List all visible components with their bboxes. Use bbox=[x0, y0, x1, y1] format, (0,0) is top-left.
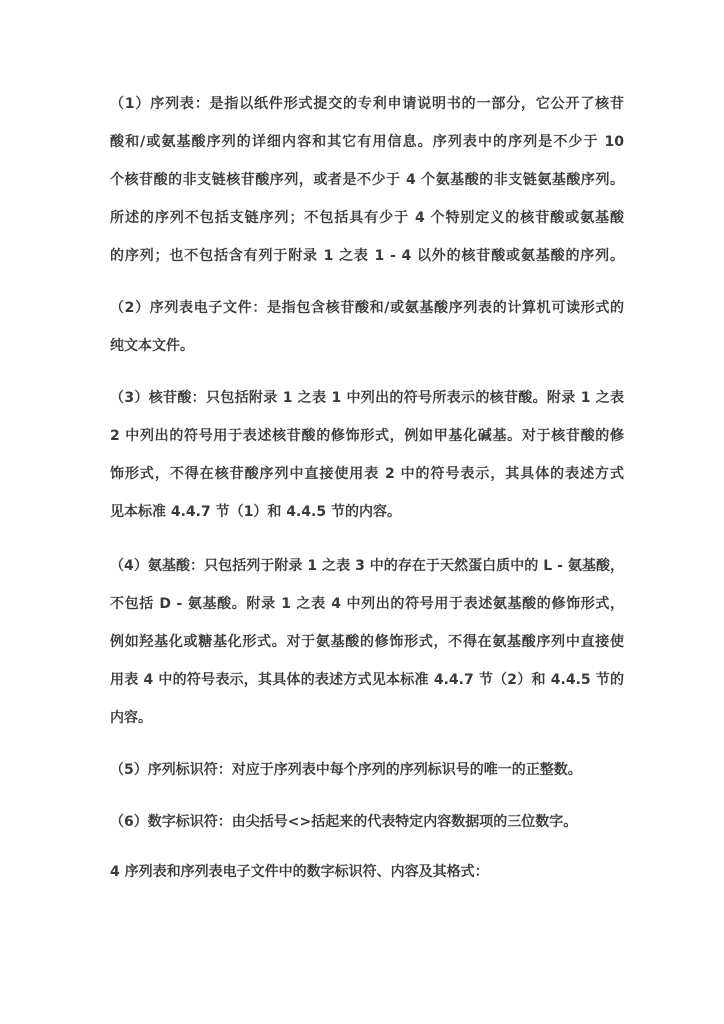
text-line: 内容。 bbox=[110, 710, 152, 726]
text-line: 见本标准 4.4.7 节（1）和 4.4.5 节的内容。 bbox=[110, 504, 401, 520]
text-line: 例如羟基化或糖基化形式。对于氨基酸的修饰形式，不得在氨基酸序列中直接使 bbox=[110, 634, 624, 650]
text-line: 4 序列表和序列表电子文件中的数字标识符、内容及其格式： bbox=[110, 864, 489, 880]
text-line: （4）氨基酸：只包括列于附录 1 之表 3 中的存在于天然蛋白质中的 L - 氨基酸， bbox=[110, 558, 624, 574]
text-line: （3）核苷酸：只包括附录 1 之表 1 中列出的符号所表示的核苷酸。附录 1 之表 bbox=[110, 390, 624, 406]
paragraph-amino-acid-definition bbox=[110, 556, 624, 746]
text-line: （2）序列表电子文件：是指包含核苷酸和/或氨基酸序列表的计算机可读形式的 bbox=[110, 300, 624, 316]
text-line: 2 中列出的符号用于表述核苷酸的修饰形式，例如甲基化碱基。对于核苷酸的修 bbox=[110, 428, 624, 444]
text-line: 的序列；也不包括含有列于附录 1 之表 1 - 4 以外的核苷酸或氨基酸的序列。 bbox=[110, 248, 624, 264]
paragraph-nucleotide-definition bbox=[110, 388, 624, 540]
paragraph-sequence-identifier-definition bbox=[110, 760, 624, 798]
text-line: 所述的序列不包括支链序列；不包括具有少于 4 个特别定义的核苷酸或氨基酸 bbox=[110, 210, 624, 226]
text-line: （1）序列表：是指以纸件形式提交的专利申请说明书的一部分，它公开了核苷 bbox=[110, 96, 624, 112]
paragraph-electronic-file-definition bbox=[110, 298, 624, 374]
text-line: 用表 4 中的符号表示，其具体的表述方式见本标准 4.4.7 节（2）和 4.4.5 节的 bbox=[110, 672, 624, 688]
paragraph-numeric-identifier-definition bbox=[110, 812, 624, 850]
text-line: 个核苷酸的非支链核苷酸序列，或者是不少于 4 个氨基酸的非支链氨基酸序列。 bbox=[110, 172, 624, 188]
paragraph-sequence-listing-definition bbox=[110, 94, 624, 284]
text-line: 酸和/或氨基酸序列的详细内容和其它有用信息。序列表中的序列是不少于 10 bbox=[110, 134, 624, 150]
text-line: （5）序列标识符：对应于序列表中每个序列的序列标识号的唯一的正整数。 bbox=[110, 762, 582, 778]
text-line: （6）数字标识符：由尖括号<>括起来的代表特定内容数据项的三位数字。 bbox=[110, 814, 578, 830]
section-heading-4 bbox=[110, 862, 624, 900]
text-line: 纯文本文件。 bbox=[110, 338, 194, 354]
text-line: 饰形式，不得在核苷酸序列中直接使用表 2 中的符号表示，其具体的表述方式 bbox=[110, 466, 624, 482]
text-line: 不包括 D - 氨基酸。附录 1 之表 4 中列出的符号用于表述氨基酸的修饰形式， bbox=[110, 596, 624, 612]
